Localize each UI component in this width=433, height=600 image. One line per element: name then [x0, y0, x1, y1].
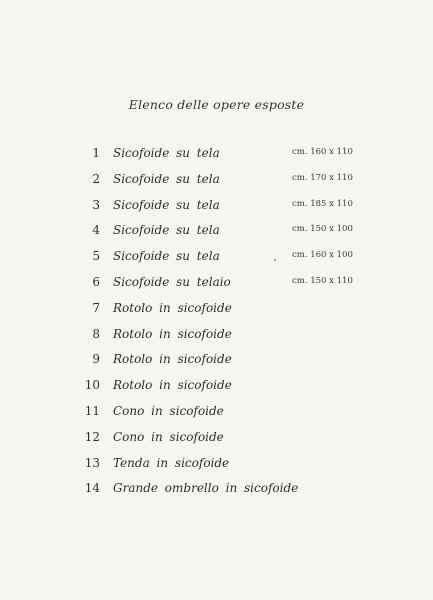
- work-number: 14: [84, 481, 100, 496]
- list-item: [0, 198, 433, 224]
- list-item: [0, 223, 433, 249]
- work-title: Rotolo in sicofoide: [113, 300, 232, 315]
- list-item: [0, 146, 433, 172]
- list-item: [0, 404, 433, 430]
- work-title: Sicofoide su tela: [113, 171, 220, 186]
- work-title: Tenda in sicofoide: [113, 455, 230, 470]
- paper-speck: [274, 259, 276, 261]
- list-item: [0, 327, 433, 353]
- works-list: [0, 146, 433, 507]
- work-title: Cono in sicofoide: [113, 403, 224, 418]
- work-number: 6: [92, 274, 100, 289]
- list-item: [0, 172, 433, 198]
- work-dimensions: cm. 160 x 110: [292, 147, 353, 157]
- list-item: [0, 275, 433, 301]
- work-dimensions: cm. 160 x 100: [292, 250, 353, 261]
- work-number: 3: [92, 197, 100, 212]
- work-number: 13: [84, 455, 100, 470]
- work-dimensions: cm. 185 x 110: [292, 198, 353, 209]
- work-number: 10: [84, 378, 100, 393]
- work-title: Rotolo in sicofoide: [113, 378, 232, 393]
- work-number: 1: [92, 146, 100, 160]
- list-item: [0, 430, 433, 456]
- work-title: Rotolo in sicofoide: [113, 352, 232, 367]
- work-title: Sicofoide su telaio: [113, 274, 231, 289]
- list-item: [0, 301, 433, 327]
- list-item: [0, 352, 433, 378]
- work-number: 7: [92, 300, 100, 315]
- list-item: [0, 249, 433, 275]
- work-dimensions: cm. 170 x 110: [292, 172, 353, 183]
- list-item: [0, 378, 433, 404]
- work-number: 12: [84, 429, 100, 444]
- work-number: 4: [92, 223, 100, 238]
- work-dimensions: cm. 150 x 100: [292, 224, 353, 235]
- work-title: Rotolo in sicofoide: [113, 326, 232, 341]
- work-title: Grande ombrello in sicofoide: [113, 481, 299, 496]
- work-title: Sicofoide su tela: [113, 197, 220, 212]
- work-number: 2: [92, 171, 100, 186]
- work-number: 5: [92, 249, 100, 264]
- work-dimensions: cm. 150 x 110: [292, 275, 353, 286]
- list-item: [0, 481, 433, 507]
- work-title: Sicofoide su tela: [113, 249, 220, 264]
- page-title: Elenco delle opere esposte: [128, 97, 305, 112]
- work-number: 8: [92, 326, 100, 341]
- work-number: 11: [84, 403, 100, 418]
- work-title: Cono in sicofoide: [113, 429, 224, 444]
- work-title: Sicofoide su tela: [113, 146, 220, 160]
- work-number: 9: [92, 352, 100, 367]
- work-title: Sicofoide su tela: [113, 223, 220, 238]
- list-item: [0, 456, 433, 482]
